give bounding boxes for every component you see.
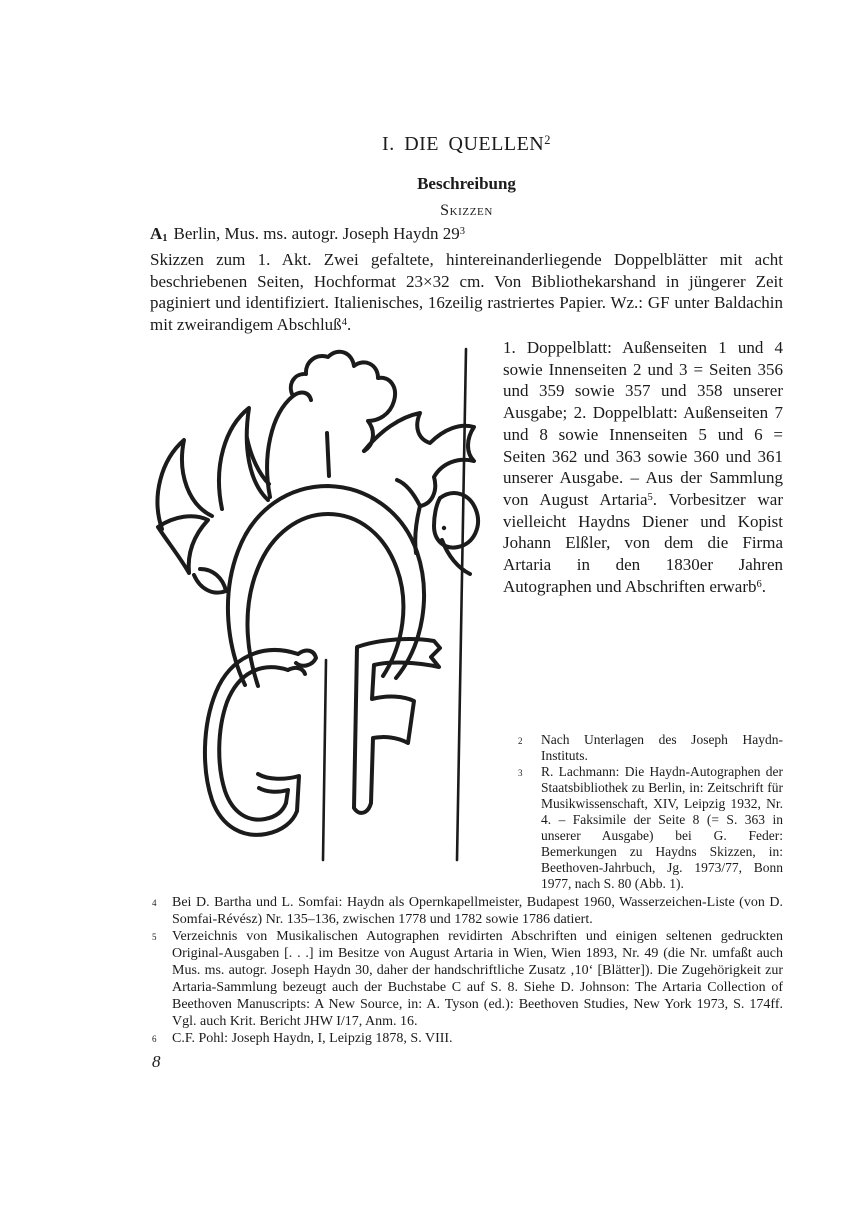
footnote-ref-5: 5	[647, 492, 653, 504]
page-number: 8	[152, 1052, 161, 1071]
footnotes-bottom	[150, 894, 783, 1047]
canopy-sketch	[158, 352, 478, 593]
footnote-marker: 4	[152, 898, 157, 908]
letter-g-sketch	[205, 650, 316, 835]
dividing-line	[323, 660, 326, 860]
watermark-figure	[150, 347, 490, 872]
footnote-marker: 2	[518, 736, 523, 746]
footnote-2	[503, 732, 783, 764]
footnote-ref-6: 6	[756, 579, 762, 590]
right-column-paragraph: 1. Doppelblatt: Außenseiten 1 und 4 sowie Innenseiten 2 und 3 = Seiten 356 und 359 sowie 357 und 358 unserer Ausgabe; 2. Doppelblatt: Außenseiten 7 und 8 sowie Innenseiten 5 und 6 = Seiten 362 und 363 sowie 360 und 361 unserer Ausgabe. – Aus der Sammlung von August Artaria$^5$. Vorbesitzer war vielleicht Haydns Diener und Kopist Johann Elßler, von dem die Firma Artaria in den 1830er Jahren Autographen und Abschriften erwarb$^6$.	[503, 338, 783, 596]
sigla-label: $A_1$	[150, 224, 168, 244]
footnote-text: R. Lachmann: Die Haydn-Autographen der Staatsbibliothek zu Berlin, in: Zeitschrift für Musikwissenschaft, XIV, Leipzig 1932, Nr. 4. – Faksimile der Seite 8 (= S. 363 in unserer Ausgabe) bei G. Feder: Bemerkungen zu Haydns Skizzen, in: Beethoven-Jahrbuch, Jg. 1973/77, Bonn 1977, nach S. 80 (Abb. 1).	[541, 764, 783, 891]
sigla-subscript: 1	[162, 232, 168, 244]
sigla-text: Berlin, Mus. ms. autogr. Joseph Haydn 29	[173, 224, 460, 243]
heading-skizzen: Skizzen	[440, 202, 493, 219]
footnote-6	[150, 1030, 783, 1047]
footnote-marker: 6	[152, 1034, 157, 1044]
footnote-ref-2: 2	[544, 133, 551, 148]
footnote-ref-3: 3	[459, 226, 465, 238]
footnote-ref-4: 4	[341, 317, 347, 329]
heading-beschreibung: Beschreibung	[417, 174, 516, 193]
letter-f-sketch	[354, 639, 440, 813]
footnote-4	[150, 894, 783, 928]
crescent-sketch	[228, 486, 424, 686]
sigla-line	[150, 224, 783, 244]
footnote-3	[503, 764, 783, 892]
footnote-marker: 5	[152, 932, 157, 942]
footnote-text: Nach Unterlagen des Joseph Haydn-Instituts.	[541, 732, 783, 763]
footnotes-right-column	[503, 732, 783, 892]
footnote-marker: 3	[518, 768, 523, 778]
description-paragraph: Skizzen zum 1. Akt. Zwei gefaltete, hintereinanderliegende Doppelblätter mit acht beschriebenen Seiten, Hochformat 23×32 cm. Von Bibliothekarshand in jüngerer Zeit paginiert und identifiziert. Italienisches, 16zeilig rastriertes Papier. Wz.: GF unter Baldachin mit zweirandigem Abschluß$^4$.	[150, 250, 783, 335]
watermark-sketch-svg	[150, 347, 490, 872]
footnote-text: Verzeichnis von Musikalischen Autographen revidirten Abschriften und einigen seltenen gedruckten Original-Ausgaben [. . .] im Besitze von August Artaria in Wien, Wien 1893, Nr. 49 (die Nr. umfaßt auch Mus. ms. autogr. Joseph Haydn 30, daher der handschriftliche Zusatz ‚10‘ [Blätter]). Die Zugehörigkeit zur Artaria-Sammlung bezeugt auch der Buchstabe C auf S. 8. Siehe D. Johnson: The Artaria Collection of Beethoven Manuscripts: A New Source, in: A. Tyson (ed.): Beethoven Studies, New York 1973, S. 174ff. Vgl. auch Krit. Bericht JHW I/17, Anm. 16.	[172, 929, 783, 1029]
footnote-text: C.F. Pohl: Joseph Haydn, I, Leipzig 1878, S. VIII.	[172, 1031, 453, 1046]
page-title	[150, 133, 783, 156]
page-title-text: I. DIE QUELLEN	[382, 133, 545, 155]
footnote-5	[150, 928, 783, 1030]
description-text: Skizzen zum 1. Akt. Zwei gefaltete, hintereinanderliegende Doppelblätter mit acht beschriebenen Seiten, Hochformat 23×32 cm. Von Bibliothekarshand in jüngerer Zeit paginiert und identifiziert. Italienisches, 16zeilig rastriertes Papier. Wz.: GF unter Baldachin mit zweirandigem Abschluß	[150, 250, 783, 335]
footnote-text: Bei D. Bartha und L. Somfai: Haydn als Opernkapellmeister, Budapest 1960, Wasserzeichen-Liste (von D. Somfai-Révész) Nr. 135–136, zwischen 1778 und 1782 sowie 1786 datiert.	[172, 895, 783, 927]
